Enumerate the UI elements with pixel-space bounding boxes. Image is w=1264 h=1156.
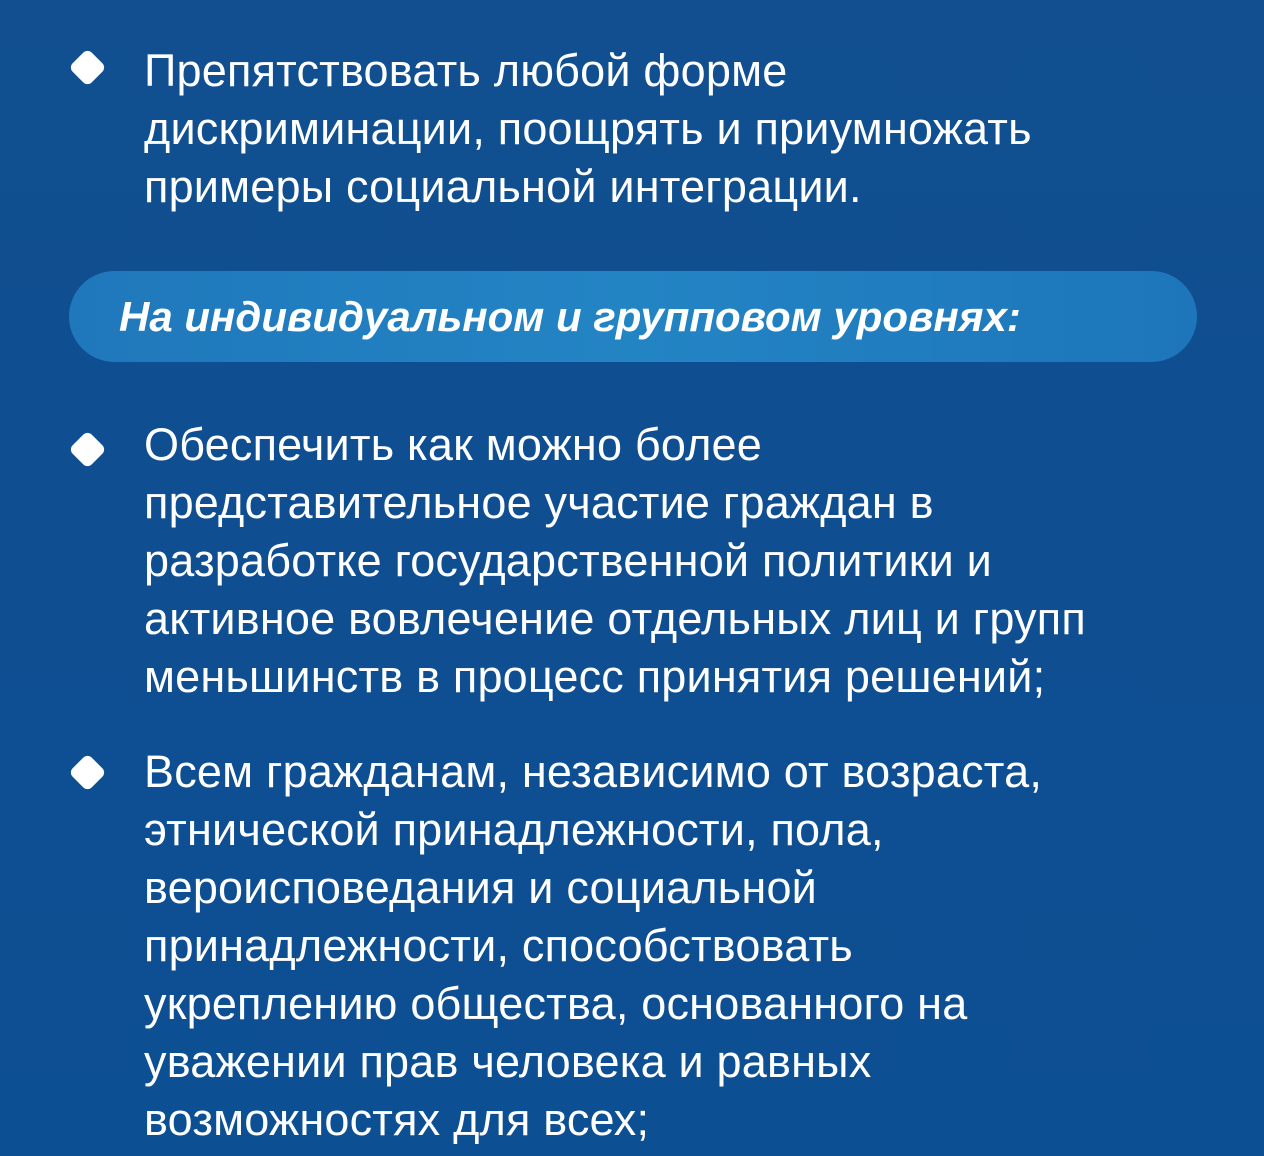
bullet-item-discrimination: [68, 42, 1228, 212]
section-heading: На индивидуальном и групповом уровнях:: [119, 293, 1021, 340]
diamond-bullet-icon: [68, 753, 106, 791]
bullet-item-participation: [68, 416, 1228, 716]
diamond-bullet-icon: [68, 48, 106, 86]
section-heading-pill: [69, 271, 1197, 362]
bullet-text: Обеспечить как можно более представительное участие граждан в разработке государственной политики и активное вовлечение отдельных лиц и групп меньшинств в процесс принятия решений;: [144, 419, 1086, 702]
bullet-text: Препятствовать любой форме дискриминации, поощрять и приумножать примеры социальной интеграции.: [144, 45, 1032, 212]
bullet-item-equal-opportunities: [68, 743, 1228, 1153]
diamond-bullet-icon: [68, 430, 106, 468]
bullet-text: Всем гражданам, независимо от возраста, этнической принадлежности, пола, вероисповедания и социальной принадлежности, способствовать укреплению общества, основанного на уважении прав человека и равных возможностях для всех;: [144, 746, 1043, 1145]
